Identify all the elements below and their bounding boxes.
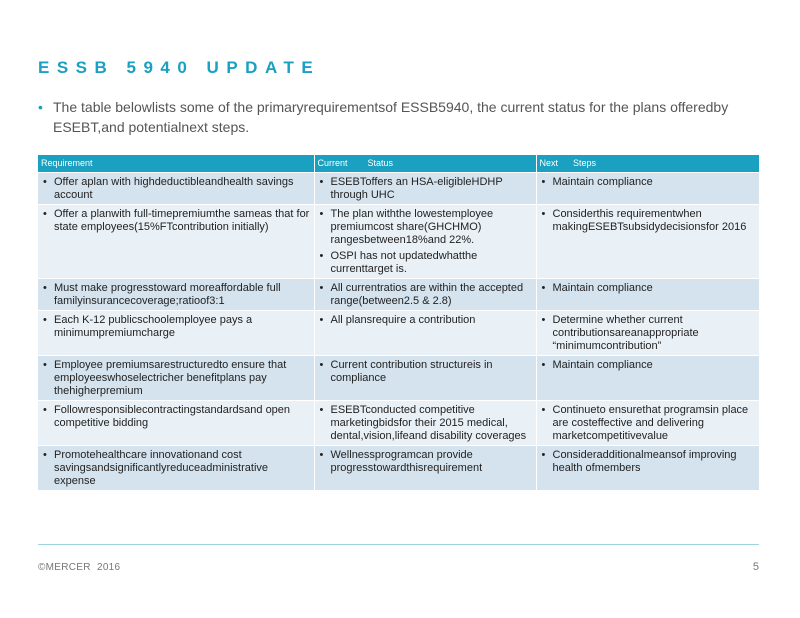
bullet-item: • ESEBTconducted competitive marketingbidsfor their 2015 medical, dental,vision,lifeand disability coverages (318, 404, 533, 443)
page-number: 5 (752, 561, 759, 573)
table-row (38, 173, 759, 205)
bullet-list (318, 404, 533, 443)
bullet-list (540, 449, 756, 475)
requirement-cell (38, 401, 314, 446)
bullet-item: • Maintain compliance (540, 359, 756, 372)
bullet-list (318, 449, 533, 475)
bullet-list (41, 176, 311, 202)
next-steps-cell (536, 279, 759, 311)
bullet-item: • Current contribution structureis in compliance (318, 359, 533, 385)
requirement-cell (38, 279, 314, 311)
bullet-item: • Each K-12 publicschoolemployee pays a minimumpremiumcharge (41, 314, 311, 340)
table-row (38, 205, 759, 279)
intro-paragraph (38, 97, 738, 137)
table-row (38, 446, 759, 491)
next-steps-cell (536, 311, 759, 356)
requirement-cell (38, 356, 314, 401)
bullet-list (41, 208, 311, 234)
bullet-icon: • (38, 99, 43, 115)
bullet-item: • Continueto ensurethat programsin place are costeffective and delivering marketcompetitivevalue (540, 404, 756, 443)
requirement-cell (38, 446, 314, 491)
bullet-list (41, 359, 311, 398)
bullet-item: • Consideradditionalmeansof improving health ofmembers (540, 449, 756, 475)
bullet-list (540, 208, 756, 234)
status-cell (314, 311, 536, 356)
status-cell (314, 279, 536, 311)
bullet-item: • ESEBToffers an HSA-eligibleHDHP through UHC (318, 176, 533, 202)
requirements-table (38, 155, 760, 490)
bullet-list (540, 282, 756, 295)
next-steps-cell (536, 173, 759, 205)
next-steps-cell (536, 205, 759, 279)
bullet-list (318, 359, 533, 385)
slide-title: ESSB 5940 UPDATE (38, 58, 321, 77)
bullet-list (318, 208, 533, 276)
bullet-item: • OSPI has not updatedwhatthe currenttarget is. (318, 250, 533, 276)
bullet-item: • All plansrequire a contribution (318, 314, 533, 327)
bullet-item: • Maintain compliance (540, 282, 756, 295)
status-cell (314, 173, 536, 205)
next-steps-cell (536, 356, 759, 401)
requirement-cell (38, 173, 314, 205)
table-row (38, 279, 759, 311)
bullet-list (318, 314, 533, 327)
bullet-list (540, 314, 756, 353)
footer-copyright: ©MERCER 2016 (38, 562, 121, 573)
header-requirement: Requirement (38, 155, 314, 173)
next-steps-cell (536, 446, 759, 491)
status-cell (314, 446, 536, 491)
intro-text: The table belowlists some of the primaryrequirementsof ESSB5940, the current status for the plans offeredby ESEBT,and potentialnext steps. (53, 99, 729, 135)
bullet-list (540, 176, 756, 189)
bullet-list (41, 404, 311, 430)
table-body (38, 173, 759, 491)
table-header-row (38, 155, 759, 173)
bullet-list (318, 282, 533, 308)
bullet-list (540, 404, 756, 443)
requirement-cell (38, 205, 314, 279)
bullet-item: • Wellnessprogramcan provide progresstowardthisrequirement (318, 449, 533, 475)
bullet-item: • Considerthis requirementwhen makingESEBTsubsidydecisionsfor 2016 (540, 208, 756, 234)
bullet-list (41, 449, 311, 488)
status-cell (314, 205, 536, 279)
bullet-item: • Employee premiumsarestructuredto ensure that employeeswhoselectricher benefitplans pay thehigherpremium (41, 359, 311, 398)
next-steps-cell (536, 401, 759, 446)
requirement-cell (38, 311, 314, 356)
header-current-status: Current Status (314, 155, 536, 173)
bullet-item: • Maintain compliance (540, 176, 756, 189)
table-row (38, 356, 759, 401)
table-row (38, 401, 759, 446)
bullet-item: • Offer a planwith full-timepremiumthe sameas that for state employees(15%FTcontribution initially) (41, 208, 311, 234)
footer-divider (38, 544, 759, 545)
bullet-item: • All currentratios are within the accepted range(between2.5 & 2.8) (318, 282, 533, 308)
bullet-item: • Must make progresstoward moreaffordable full familyinsurancecoverage;ratioof3:1 (41, 282, 311, 308)
status-cell (314, 401, 536, 446)
bullet-list (41, 282, 311, 308)
table-row (38, 311, 759, 356)
bullet-item: • Offer aplan with highdeductibleandhealth savings account (41, 176, 311, 202)
bullet-item: • Promotehealthcare innovationand cost savingsandsignificantlyreduceadministrative expense (41, 449, 311, 488)
bullet-list (540, 359, 756, 372)
bullet-list (318, 176, 533, 202)
bullet-item: • Followresponsiblecontractingstandardsand open competitive bidding (41, 404, 311, 430)
header-next-steps: Next Steps (536, 155, 759, 173)
status-cell (314, 356, 536, 401)
bullet-list (41, 314, 311, 340)
bullet-item: • Determine whether current contributionsareanappropriate “minimumcontribution” (540, 314, 756, 353)
bullet-item: • The plan withthe lowestemployee premiumcost share(GHCHMO) rangesbetween18%and 22%. (318, 208, 533, 247)
